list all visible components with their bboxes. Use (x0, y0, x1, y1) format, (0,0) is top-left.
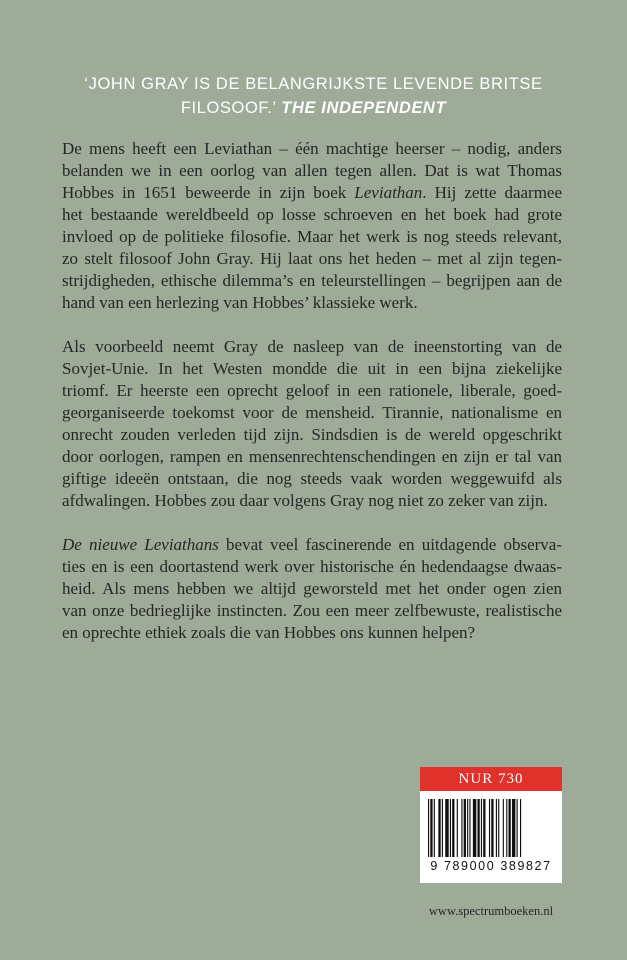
barcode-bar (503, 799, 504, 857)
text-line: zo stelt filosoof John Gray. Hij laat ons het heden – met al zijn tegen- (62, 249, 562, 268)
quote-text: FILOSOOF.’ (180, 99, 277, 117)
text-line: door oorlogen, rampen en mensenrechtenschendingen en zijn er tal van (62, 447, 562, 466)
barcode-bar (430, 799, 432, 857)
barcode-bar (506, 799, 507, 857)
text-line: giftige ideeën ontstaan, die nog steeds vaak worden weggewuifd als (62, 469, 562, 488)
text-line: hand van een herlezing van Hobbes’ klassieke werk. (62, 293, 418, 312)
paragraph-2 (62, 336, 562, 512)
barcode-bar (483, 799, 485, 857)
barcode-bar (498, 799, 499, 857)
barcode-bar (450, 799, 451, 857)
nur-label: NUR 730 (420, 767, 562, 791)
quote-source: THE INDEPENDENT (281, 99, 447, 117)
text-line: van onze bedrieglijke instincten. Zou een meer zelfbewuste, realistische (62, 601, 562, 620)
text-line: onrecht zouden verleden tijd zijn. Sindsdien is de wereld opgeschrikt (62, 425, 562, 444)
barcode-bar (452, 799, 454, 857)
text-line: ties en is een doortastend werk over historische én hedendaagse dwaas- (62, 557, 562, 576)
text-line: triomf. Er heerste een oprecht geloof in een rationele, liberale, goed- (62, 381, 562, 400)
barcode-bar (442, 799, 443, 857)
barcode-bar (428, 799, 429, 857)
text-line: en oprechte ethiek zoals die van Hobbes ons kunnen helpen? (62, 623, 476, 642)
barcode-bar (512, 799, 515, 857)
text-line: Als voorbeeld neemt Gray de nasleep van de ineenstorting van de (62, 337, 562, 356)
text-line: strijdigheden, ethische dilemma’s en teleurstellingen – begrijpen aan de (62, 271, 562, 290)
barcode-bar (445, 799, 448, 857)
barcode-bars (428, 799, 554, 857)
barcode-bar (489, 799, 490, 857)
text-line (62, 534, 562, 556)
blurb (62, 138, 562, 666)
paragraph-3 (62, 534, 562, 644)
text-line: Sovjet-Unie. In het Westen mondde die uit in een bijna ziekelijke (62, 359, 562, 378)
text-line: invloed op de politieke filosofie. Maar het werk is nog steeds relevant, (62, 227, 562, 246)
text-line: heid. Als mens hebben we altijd geworsteld met het onder ogen zien (62, 579, 562, 598)
barcode-bar (491, 799, 493, 857)
text-fragment: Hobbes in 1651 beweerde in zijn boek (62, 183, 347, 202)
barcode-bar (509, 799, 511, 857)
text-line: georganiseerde toekomst voor de mensheid. Tirannie, nationalisme en (62, 403, 562, 422)
text-fragment: bevat veel fascinerende en uitdagende observa- (218, 535, 562, 554)
text-line: het bestaande wereldbeeld op losse schroeven en het boek had grote (62, 205, 562, 224)
publisher-website: www.spectrumboeken.nl (428, 904, 554, 918)
barcode-bar (461, 799, 462, 857)
quote-line-2 (0, 96, 627, 120)
review-quote (0, 72, 627, 120)
paragraph-1 (62, 138, 562, 314)
barcode-bar (434, 799, 435, 857)
barcode-bar (467, 799, 468, 857)
barcode-bar (438, 799, 440, 857)
isbn-barcode (420, 791, 562, 883)
barcode-bar (520, 799, 521, 857)
barcode-digits: 9 789000 389827 (430, 859, 552, 873)
text-line: afdwalingen. Hobbes zou daar volgens Gray nog niet zo zeker van zijn. (62, 491, 548, 510)
text-line (62, 182, 562, 204)
text-fragment: . Hij zette daarmee (422, 183, 563, 202)
barcode-bar (469, 799, 470, 857)
barcode-bar (481, 799, 482, 857)
text-line: De mens heeft een Leviathan – één machtige heerser – nodig, anders (62, 139, 562, 158)
barcode-bar (517, 799, 518, 857)
barcode-bar (464, 799, 466, 857)
book-title-leviathan: Leviathan (354, 183, 423, 202)
book-title-de-nieuwe-leviathans: De nieuwe Leviathans (62, 535, 219, 554)
barcode-bar (496, 799, 497, 857)
barcode-bar (477, 799, 479, 857)
text-line: belanden we in een oorlog van allen tegen allen. Dat is wat Thomas (62, 161, 562, 180)
barcode-bar (473, 799, 476, 857)
quote-line-1: ‘JOHN GRAY IS DE BELANGRIJKSTE LEVENDE BRITSE (84, 75, 543, 93)
barcode-bar (457, 799, 458, 857)
